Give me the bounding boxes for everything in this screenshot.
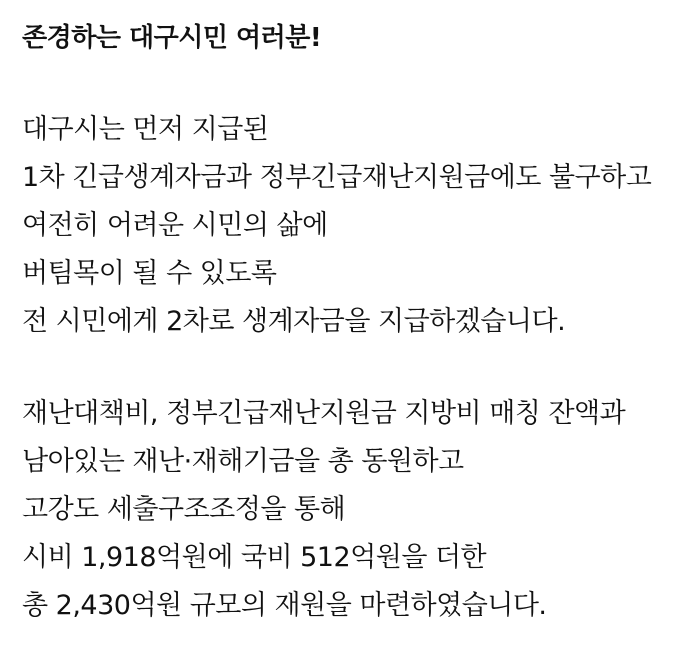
paragraph-spacer — [22, 346, 662, 390]
paragraph-1-line-4: 버팀목이 될 수 있도록 — [22, 258, 277, 289]
greeting-heading: 존경하는 대구시민 여러분! — [22, 23, 322, 53]
paragraph-2-line-3: 고강도 세출구조조정을 통해 — [22, 494, 346, 525]
paragraph-2-line-2: 남아있는 재난·재해기금을 총 동원하고 — [22, 446, 464, 477]
paragraph-1-line-2: 1차 긴급생계자금과 정부긴급재난지원금에도 불구하고 — [22, 162, 652, 193]
paragraph-1 — [22, 106, 662, 346]
paragraph-2-line-1: 재난대책비, 정부긴급재난지원금 지방비 매칭 잔액과 — [22, 398, 626, 429]
paragraph-spacer — [22, 62, 662, 106]
paragraph-2-line-4: 시비 1,918억원에 국비 512억원을 더한 — [22, 542, 487, 573]
paragraph-2-line-5: 총 2,430억원 규모의 재원을 마련하였습니다. — [22, 590, 547, 621]
paragraph-1-line-3: 여전히 어려운 시민의 삶에 — [22, 210, 328, 241]
paragraph-1-line-1: 대구시는 먼저 지급된 — [22, 114, 269, 145]
announcement-document — [22, 14, 662, 630]
paragraph-1-line-5: 전 시민에게 2차로 생계자금을 지급하겠습니다. — [22, 306, 566, 337]
paragraph-2 — [22, 390, 662, 630]
